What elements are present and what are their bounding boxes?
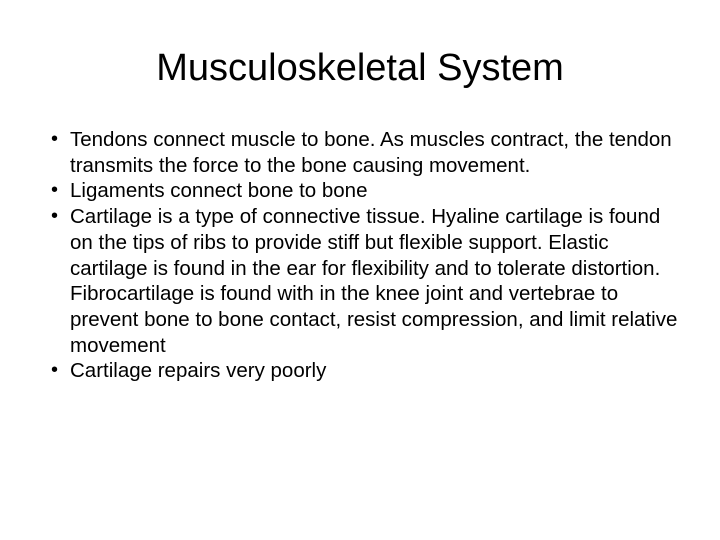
bullet-item-tendons (50, 127, 682, 178)
bullet-item-ligaments (50, 178, 682, 204)
slide-title: Musculoskeletal System (156, 47, 564, 89)
bullet-item-cartilage-types (50, 204, 682, 358)
bullet-text: Cartilage repairs very poorly (70, 359, 327, 383)
bullet-list (50, 127, 682, 384)
bullet-dot-icon: • (51, 179, 59, 202)
bullet-dot-icon: • (51, 128, 59, 150)
bullet-text: Ligaments connect bone to bone (70, 179, 368, 203)
bullet-text: Tendons connect muscle to bone. As muscles contract, the tendon transmits the force to the bone causing movement. (70, 128, 672, 177)
bullet-dot-icon: • (51, 359, 59, 382)
bullet-item-cartilage-repair (50, 358, 682, 384)
bullet-text: Cartilage is a type of connective tissue. Hyaline cartilage is found on the tips of ribs to provide stiff but flexible support. Elastic cartilage is found in the ear for flexibility and to tolerate distortion. Fibrocartilage is found with in the knee joint and vertebrae to prevent bone to bone contact, resist compression, and limit relative movement (70, 205, 678, 357)
bullet-dot-icon: • (51, 205, 59, 228)
